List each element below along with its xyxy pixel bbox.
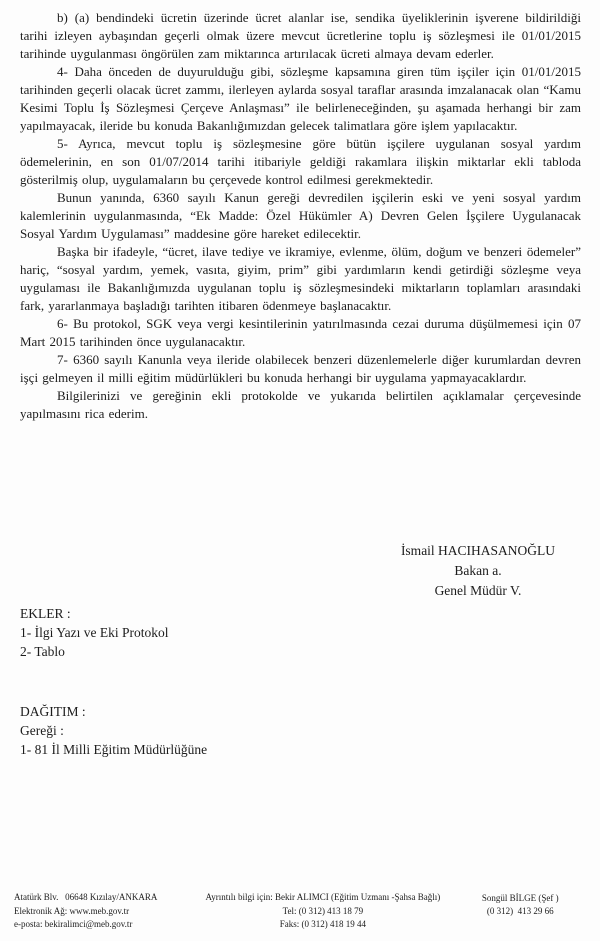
distribution-item: 1- 81 İl Milli Eğitim Müdürlüğüne <box>20 742 208 757</box>
attachments-heading: EKLER : <box>20 606 71 621</box>
letterhead-footer <box>14 891 586 932</box>
footer-address-line: Atatürk Blv. 06648 Kızılay/ANKARA <box>14 892 158 902</box>
signature-title: Bakan a. <box>454 563 502 578</box>
footer-address-column <box>14 891 191 932</box>
attachment-item: 2- Tablo <box>20 644 65 659</box>
body-paragraph: 5- Ayrıca, mevcut toplu iş sözleşmesine göre bütün işçilere uygulanan sosyal yardım ödemelerinin, en son 01/07/2014 tarihi itibariyle geldiği rakamlara ilişkin miktarlar ekli tabloda gösterilmiş olup, uygulamaların bu çerçevede kontrol edilmesi gerekmektedir. <box>20 136 581 187</box>
footer-person-phone: (0 312) 413 29 66 <box>486 906 554 916</box>
distribution-heading: DAĞITIM : <box>20 704 86 719</box>
body-paragraph: Başka bir ifadeyle, “ücret, ilave tediye ve ikramiye, evlenme, ölüm, doğum ve benzeri ödemeler” hariç, “sosyal yardım, yemek, vasıta, giyim, prim” gibi yardımların kendi getirdiği sözleşme veya uygulaması ile Bakanlığımızda uygulanan toplu iş sözleşmesindeki miktarların toplamları arasındaki fark, yararlanmaya başladığı tarihten itibaren ödenmeye başlanacaktır. <box>20 244 581 313</box>
body-paragraph: Bilgilerinizi ve gereğinin ekli protokolde ve yukarıda belirtilen açıklamalar çerçevesinde yapılmasını rica ederim. <box>20 388 581 421</box>
body-paragraph: Bunun yanında, 6360 sayılı Kanun gereği devredilen işçilerin eski ve yeni sosyal yardım kalemlerinin uygulanmasında, “Ek Madde: Özel Hükümler A) Devren Gelen İşçilere Uygulanacak Sosyal Yardım Uygulaması” maddesine göre hareket edilecektir. <box>20 190 581 241</box>
distribution-section <box>20 702 207 759</box>
body-paragraph: 6- Bu protokol, SGK veya vergi kesintilerinin yatırılmasında cezai duruma düşülmemesi için 07 Mart 2015 tarihinden önce uygulanacaktır. <box>20 316 581 349</box>
distribution-subheading: Gereği : <box>20 723 64 738</box>
document-body <box>20 9 581 423</box>
footer-person-column <box>454 891 586 919</box>
signature-title: Genel Müdür V. <box>434 583 522 598</box>
attachment-item: 1- İlgi Yazı ve Eki Protokol <box>20 625 169 640</box>
footer-fax-line: Faks: (0 312) 418 19 44 <box>279 919 366 929</box>
body-paragraph: 4- Daha önceden de duyurulduğu gibi, sözleşme kapsamına giren tüm işçiler için 01/01/2015 tarihinden geçerli olacak ücret zammı, ilerleyen aylarda sosyal taraflar arasında imzalanacak olan “Kamu Kesimi Toplu İş Sözleşmesi Çerçeve Anlaşması” ile belirleneceğinden, şu aşamada herhangi bir zam yapılmayacak, ileride bu konuda Bakanlığımızdan gelecek talimatlara göre işlem yapılacaktır. <box>20 64 581 133</box>
footer-phone-line: Tel: (0 312) 413 18 79 <box>282 905 364 916</box>
footer-contact-line: Ayrıntılı bilgi için: Bekir ALIMCI (Eğitim Uzmanı -Şahsa Bağlı) <box>205 892 441 902</box>
signature-name: İsmail HACIHASANOĞLU <box>400 543 556 558</box>
footer-person-name: Songül BİLGE (Şef ) <box>481 892 559 903</box>
footer-contact-column <box>191 891 454 932</box>
signature-block <box>378 541 578 601</box>
footer-web-line: Elektronik Ağ: www.meb.gov.tr <box>14 905 130 916</box>
footer-email-line: e-posta: bekiralimci@meb.gov.tr <box>14 919 133 929</box>
body-paragraph: b) (a) bendindeki ücretin üzerinde ücret alanlar ise, sendika üyeliklerinin işverene bildirildiği tarihi izleyen aybaşından geçerli olmak üzere mevcut ücretlerine toplu iş sözleşmesi ile 01/01/2015 tarihinde uygulanması öngörülen zam miktarınca artırılacak ücreti almaya devam ederler. <box>20 10 581 61</box>
body-paragraph: 7- 6360 sayılı Kanunla veya ileride olabilecek benzeri düzenlemelerle diğer kurumlardan devren işçi gelmeyen il milli eğitim müdürlükleri bu konuda herhangi bir uygulama yapmayacaklardır. <box>20 352 581 385</box>
attachments-section <box>20 604 169 661</box>
